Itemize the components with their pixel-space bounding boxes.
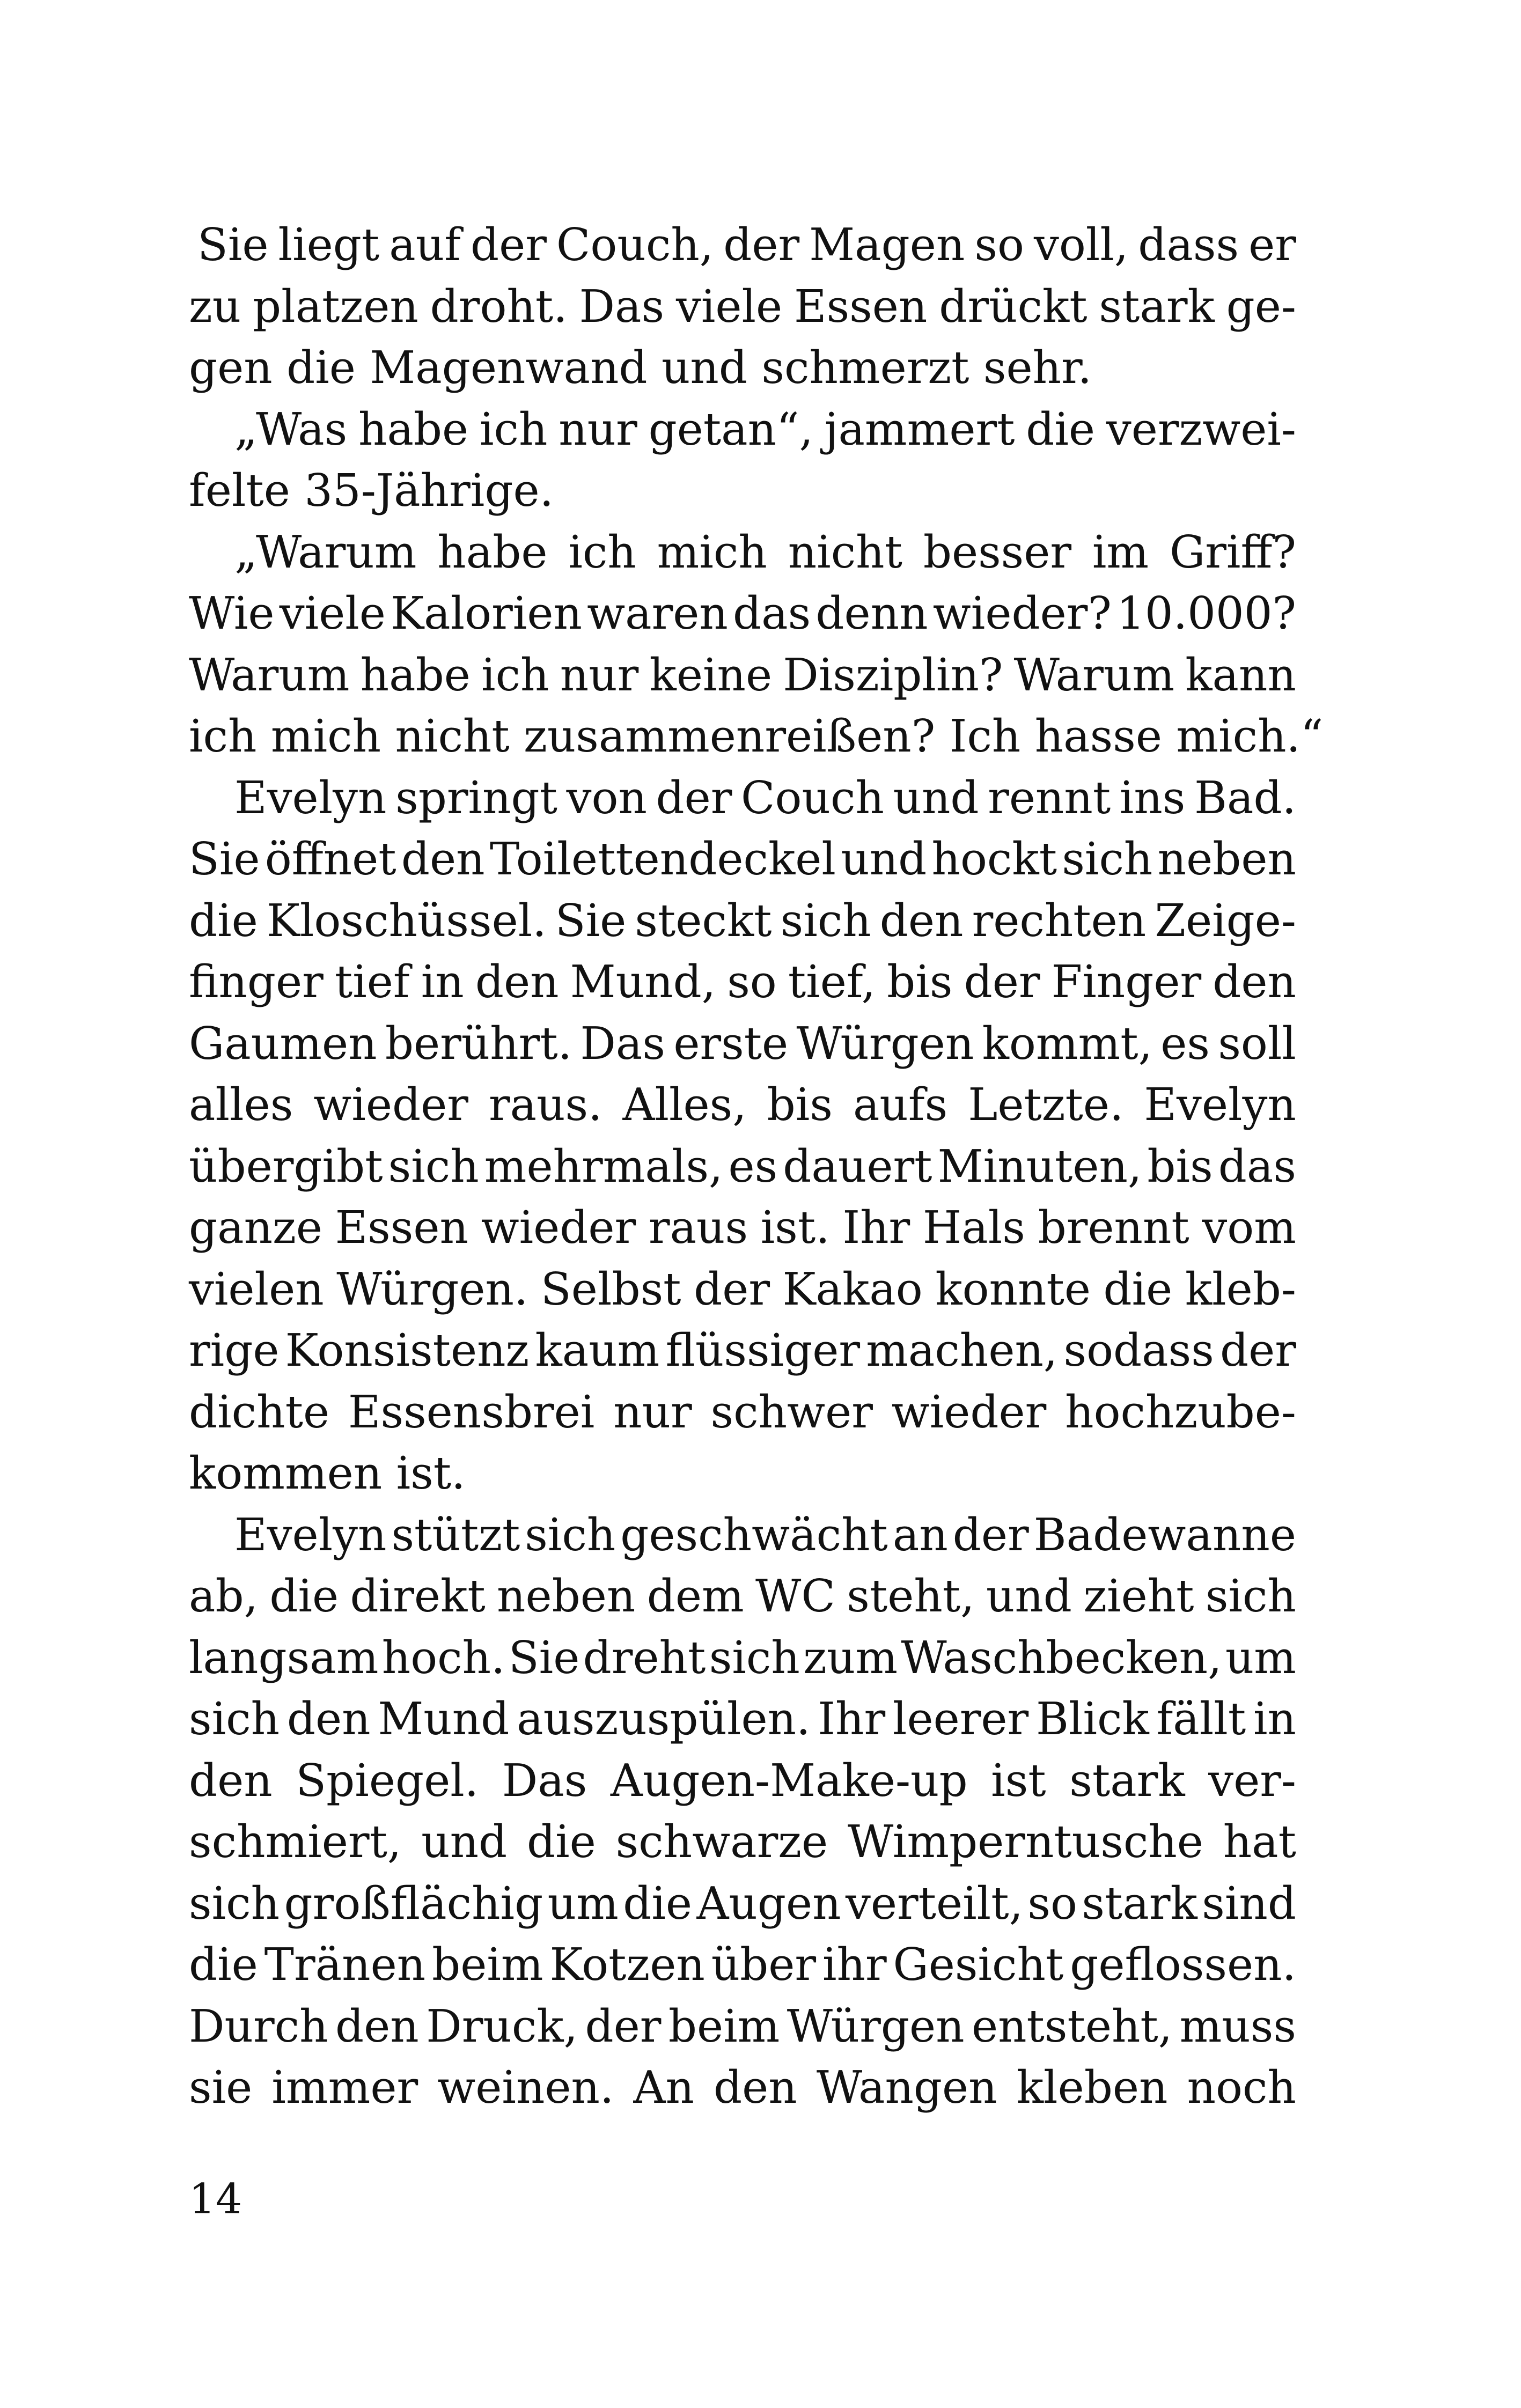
word: ich: [481, 649, 549, 701]
word: sich: [1062, 833, 1153, 885]
word: Das: [579, 280, 665, 333]
word: Konsistenz: [285, 1324, 530, 1376]
word: springt: [395, 771, 557, 824]
text-line: [189, 1934, 1296, 1996]
word: Wangen: [816, 2061, 997, 2114]
word: stark: [1069, 1754, 1185, 1807]
body-text: [189, 215, 1324, 2119]
word: Sie: [197, 219, 269, 271]
text-line: [189, 1197, 1296, 1259]
word: an: [892, 1508, 948, 1561]
word: stützt: [391, 1508, 520, 1561]
word: sodass: [1063, 1324, 1214, 1376]
word: Essensbrei: [348, 1386, 595, 1438]
text-line: [189, 1873, 1296, 1935]
word: Toilettendeckel: [489, 833, 836, 885]
text-line: [189, 1320, 1296, 1382]
word: keine: [649, 649, 773, 701]
word: langsam: [189, 1631, 379, 1684]
text-line: [189, 276, 1296, 338]
text-line: ich mich nicht zusammenreißen? Ich hasse mich.“: [189, 710, 1324, 762]
word: Disziplin?: [783, 649, 1003, 701]
word: vielen: [189, 1263, 324, 1315]
word: Durch: [189, 2000, 328, 2052]
word: den: [189, 1754, 273, 1807]
text-line: gen die Magenwand und schmerzt sehr.: [189, 342, 1092, 394]
word: dem: [646, 1570, 744, 1622]
word: über: [711, 1939, 817, 1991]
word: wieder: [313, 1079, 468, 1131]
text-line: [189, 1566, 1296, 1628]
word: jammert: [824, 403, 1015, 455]
word: Gaumen: [189, 1017, 377, 1070]
word: platzen: [253, 280, 418, 333]
word: Sie: [555, 894, 627, 947]
word: Evelyn: [234, 771, 387, 824]
word: getan“,: [648, 403, 813, 455]
text-line: [189, 829, 1296, 890]
word: zu: [189, 280, 241, 333]
word: von: [566, 771, 647, 824]
word: Essen: [794, 280, 928, 333]
text-line: [189, 952, 1296, 1013]
word: geflossen.: [1070, 1939, 1296, 1991]
word: hockt: [931, 833, 1057, 885]
word: rechten: [972, 894, 1147, 947]
word: wieder: [891, 1386, 1047, 1438]
text-line: [189, 2057, 1296, 2119]
word: muss: [1179, 2000, 1296, 2052]
word: tief,: [788, 956, 876, 1008]
text-line: [189, 583, 1296, 645]
word: kann: [1185, 649, 1296, 701]
word: bis: [1147, 1140, 1213, 1192]
word: es: [1160, 1017, 1210, 1070]
word: dreht: [583, 1631, 706, 1684]
word: beim: [432, 1939, 543, 1991]
word: Kotzen: [549, 1939, 705, 1991]
word: der: [723, 219, 800, 271]
word: sind: [1202, 1877, 1296, 1930]
word: soll: [1218, 1017, 1296, 1070]
word: rennt: [988, 771, 1111, 824]
word: weinen.: [437, 2061, 614, 2114]
word: WC: [755, 1570, 835, 1622]
word: wieder?: [932, 587, 1112, 639]
word: mehrmals,: [484, 1140, 723, 1192]
text-line: [189, 1013, 1296, 1075]
word: Würgen: [787, 2000, 965, 2052]
word: die: [1103, 1263, 1173, 1315]
word: sich: [189, 1877, 280, 1930]
word: den: [1213, 956, 1296, 1008]
word: um: [547, 1877, 619, 1930]
word: Couch: [741, 771, 884, 824]
word: Würgen.: [336, 1263, 528, 1315]
word: Wimperntusche: [847, 1816, 1203, 1868]
word: liegt: [278, 219, 380, 271]
word: sie: [189, 2061, 253, 2114]
word: nur: [559, 403, 637, 455]
word: Kloschüssel.: [266, 894, 547, 947]
word: 10.000?: [1116, 587, 1296, 639]
word: ver-: [1208, 1754, 1296, 1807]
word: viele: [279, 587, 386, 639]
word: ich: [479, 403, 548, 455]
word: raus: [648, 1202, 748, 1254]
word: Couch,: [556, 219, 714, 271]
word: sich: [780, 894, 871, 947]
word: raus.: [488, 1079, 602, 1131]
word: Kalorien: [391, 587, 582, 639]
text-line: [189, 399, 1296, 461]
word: ihr: [822, 1939, 887, 1991]
word: Druck,: [426, 2000, 578, 2052]
word: den: [335, 2000, 419, 2052]
word: Finger: [1051, 956, 1202, 1008]
word: steckt: [635, 894, 772, 947]
word: Sie: [508, 1631, 580, 1684]
text-line: [189, 1628, 1296, 1689]
word: waren: [587, 587, 728, 639]
word: den: [475, 956, 559, 1008]
word: in: [1253, 1693, 1296, 1745]
text-line: [189, 1811, 1296, 1873]
word: verteilt,: [845, 1877, 1023, 1930]
word: dass: [1138, 219, 1239, 271]
word: so: [1027, 1877, 1077, 1930]
word: direkt: [350, 1570, 486, 1622]
word: nicht: [788, 526, 902, 578]
word: im: [1092, 526, 1149, 578]
word: Letzte.: [968, 1079, 1124, 1131]
text-line: [189, 1259, 1296, 1321]
text-line: [189, 645, 1296, 706]
word: er: [1248, 219, 1296, 271]
word: zum: [803, 1631, 898, 1684]
text-line: [189, 522, 1296, 584]
word: Gesicht: [893, 1939, 1064, 1991]
word: Selbst: [540, 1263, 681, 1315]
word: den: [714, 2061, 797, 2114]
word: hat: [1223, 1816, 1296, 1868]
word: kleb-: [1185, 1263, 1296, 1315]
word: so: [727, 956, 777, 1008]
word: die: [189, 1939, 258, 1991]
word: der: [1220, 1324, 1296, 1376]
word: Badewanne: [1033, 1508, 1296, 1561]
word: die: [623, 1877, 693, 1930]
word: alles: [189, 1079, 293, 1131]
word: Hals: [922, 1202, 1025, 1254]
word: konnte: [935, 1263, 1091, 1315]
word: ins: [1119, 771, 1186, 824]
word: Bad.: [1194, 771, 1296, 824]
word: habe: [358, 403, 469, 455]
word: hochzube-: [1065, 1386, 1296, 1438]
word: stark: [1099, 280, 1215, 333]
word: Ihr: [818, 1693, 886, 1745]
word: Wie: [189, 587, 275, 639]
word: Spiegel.: [296, 1754, 479, 1807]
word: habe: [437, 526, 548, 578]
word: neben: [497, 1570, 636, 1622]
word: sich: [189, 1693, 280, 1745]
word: kaum: [535, 1324, 660, 1376]
word: voll,: [1033, 219, 1129, 271]
text-line: [189, 1996, 1296, 2058]
word: Das: [580, 1017, 666, 1070]
word: der: [952, 1508, 1029, 1561]
word: machen,: [866, 1324, 1058, 1376]
word: rige: [189, 1324, 280, 1376]
word: leerer: [892, 1693, 1029, 1745]
word: dichte: [189, 1386, 330, 1438]
word: vom: [1202, 1202, 1296, 1254]
word: sich: [1205, 1570, 1296, 1622]
word: Griff?: [1169, 526, 1296, 578]
word: und: [986, 1570, 1072, 1622]
word: habe: [360, 649, 471, 701]
text-line: [189, 1750, 1296, 1812]
word: sich: [525, 1508, 616, 1561]
word: das: [1218, 1140, 1296, 1192]
word: neben: [1157, 833, 1296, 885]
word: flüssiger: [665, 1324, 861, 1376]
word: mich: [657, 526, 767, 578]
word: Kakao: [782, 1263, 923, 1315]
word: immer: [271, 2061, 418, 2114]
word: Evelyn: [1144, 1079, 1296, 1131]
word: die: [1026, 403, 1096, 455]
word: Würgen: [796, 1017, 974, 1070]
word: übergibt: [189, 1140, 383, 1192]
word: Ihr: [842, 1202, 910, 1254]
word: Minuten,: [937, 1140, 1142, 1192]
word: geschwächt: [620, 1508, 888, 1561]
page-number: 14: [189, 2175, 243, 2223]
word: der: [470, 219, 547, 271]
word: Evelyn: [234, 1508, 387, 1561]
word: großflächig: [284, 1877, 543, 1930]
word: der: [656, 771, 732, 824]
word: Blick: [1035, 1693, 1149, 1745]
word: auszuspülen.: [517, 1693, 811, 1745]
word: erste: [673, 1017, 789, 1070]
word: tief: [334, 956, 410, 1008]
word: berührt.: [385, 1017, 572, 1070]
word: den: [879, 894, 964, 947]
word: kommt,: [982, 1017, 1152, 1070]
word: um: [1225, 1631, 1296, 1684]
word: es: [728, 1140, 778, 1192]
text-line: [189, 1074, 1296, 1136]
word: ist.: [760, 1202, 830, 1254]
word: ab,: [189, 1570, 258, 1622]
word: Tränen: [264, 1939, 426, 1991]
text-line: [189, 890, 1296, 952]
word: das: [733, 587, 811, 639]
word: wieder: [481, 1202, 636, 1254]
word: die: [189, 894, 258, 947]
word: brennt: [1038, 1202, 1189, 1254]
word: aufs: [853, 1079, 948, 1131]
word: Sie: [189, 833, 260, 885]
word: schmiert,: [189, 1816, 402, 1868]
word: Essen: [335, 1202, 468, 1254]
word: Augen-Make-up: [610, 1754, 968, 1807]
word: in: [421, 956, 464, 1008]
word: dauert: [783, 1140, 932, 1192]
word: finger: [189, 956, 324, 1008]
word: fällt: [1156, 1693, 1246, 1745]
text-line: [189, 1689, 1296, 1750]
word: auf: [389, 219, 461, 271]
text-line: [189, 1382, 1296, 1444]
word: „Was: [234, 403, 348, 455]
word: drückt: [939, 280, 1088, 333]
word: noch: [1187, 2061, 1296, 2114]
word: verzwei-: [1106, 403, 1296, 455]
word: An: [633, 2061, 694, 2114]
word: steht,: [847, 1570, 975, 1622]
word: Zeige-: [1155, 894, 1296, 947]
word: die: [269, 1570, 339, 1622]
word: droht.: [430, 280, 568, 333]
word: Waschbecken,: [901, 1631, 1222, 1684]
word: nur: [560, 649, 639, 701]
word: und: [841, 833, 927, 885]
word: bis: [887, 956, 953, 1008]
word: beim: [668, 2000, 780, 2052]
word: stark: [1082, 1877, 1197, 1930]
word: denn: [815, 587, 928, 639]
word: ich: [568, 526, 636, 578]
word: der: [694, 1263, 770, 1315]
word: ge-: [1226, 280, 1296, 333]
word: den: [401, 833, 485, 885]
word: der: [964, 956, 1040, 1008]
word: entsteht,: [971, 2000, 1173, 2052]
word: viele: [675, 280, 783, 333]
word: nur: [613, 1386, 692, 1438]
word: so: [974, 219, 1024, 271]
word: hoch.: [381, 1631, 505, 1684]
word: Mund: [378, 1693, 510, 1745]
word: besser: [923, 526, 1072, 578]
word: der: [585, 2000, 662, 2052]
text-line: [189, 1136, 1296, 1198]
word: öffnet: [264, 833, 396, 885]
word: und: [893, 771, 979, 824]
word: bis: [767, 1079, 833, 1131]
word: und: [421, 1816, 508, 1868]
text-line: felte 35-Jährige.: [189, 465, 554, 517]
word: Magen: [809, 219, 965, 271]
word: Mund,: [570, 956, 716, 1008]
word: Warum: [1013, 649, 1175, 701]
word: Augen: [696, 1877, 841, 1930]
word: schwer: [710, 1386, 873, 1438]
word: sich: [709, 1631, 800, 1684]
text-line: kommen ist.: [189, 1447, 466, 1499]
text-line: [189, 768, 1296, 829]
word: Alles,: [622, 1079, 747, 1131]
text-line: [189, 1505, 1296, 1566]
word: „Warum: [234, 526, 417, 578]
word: sich: [388, 1140, 479, 1192]
word: Das: [502, 1754, 587, 1807]
word: ganze: [189, 1202, 322, 1254]
word: den: [286, 1693, 371, 1745]
word: kleben: [1016, 2061, 1168, 2114]
word: zieht: [1083, 1570, 1194, 1622]
word: schwarze: [615, 1816, 828, 1868]
word: die: [526, 1816, 596, 1868]
word: Warum: [189, 649, 350, 701]
word: ist: [991, 1754, 1046, 1807]
text-line: [189, 215, 1296, 276]
